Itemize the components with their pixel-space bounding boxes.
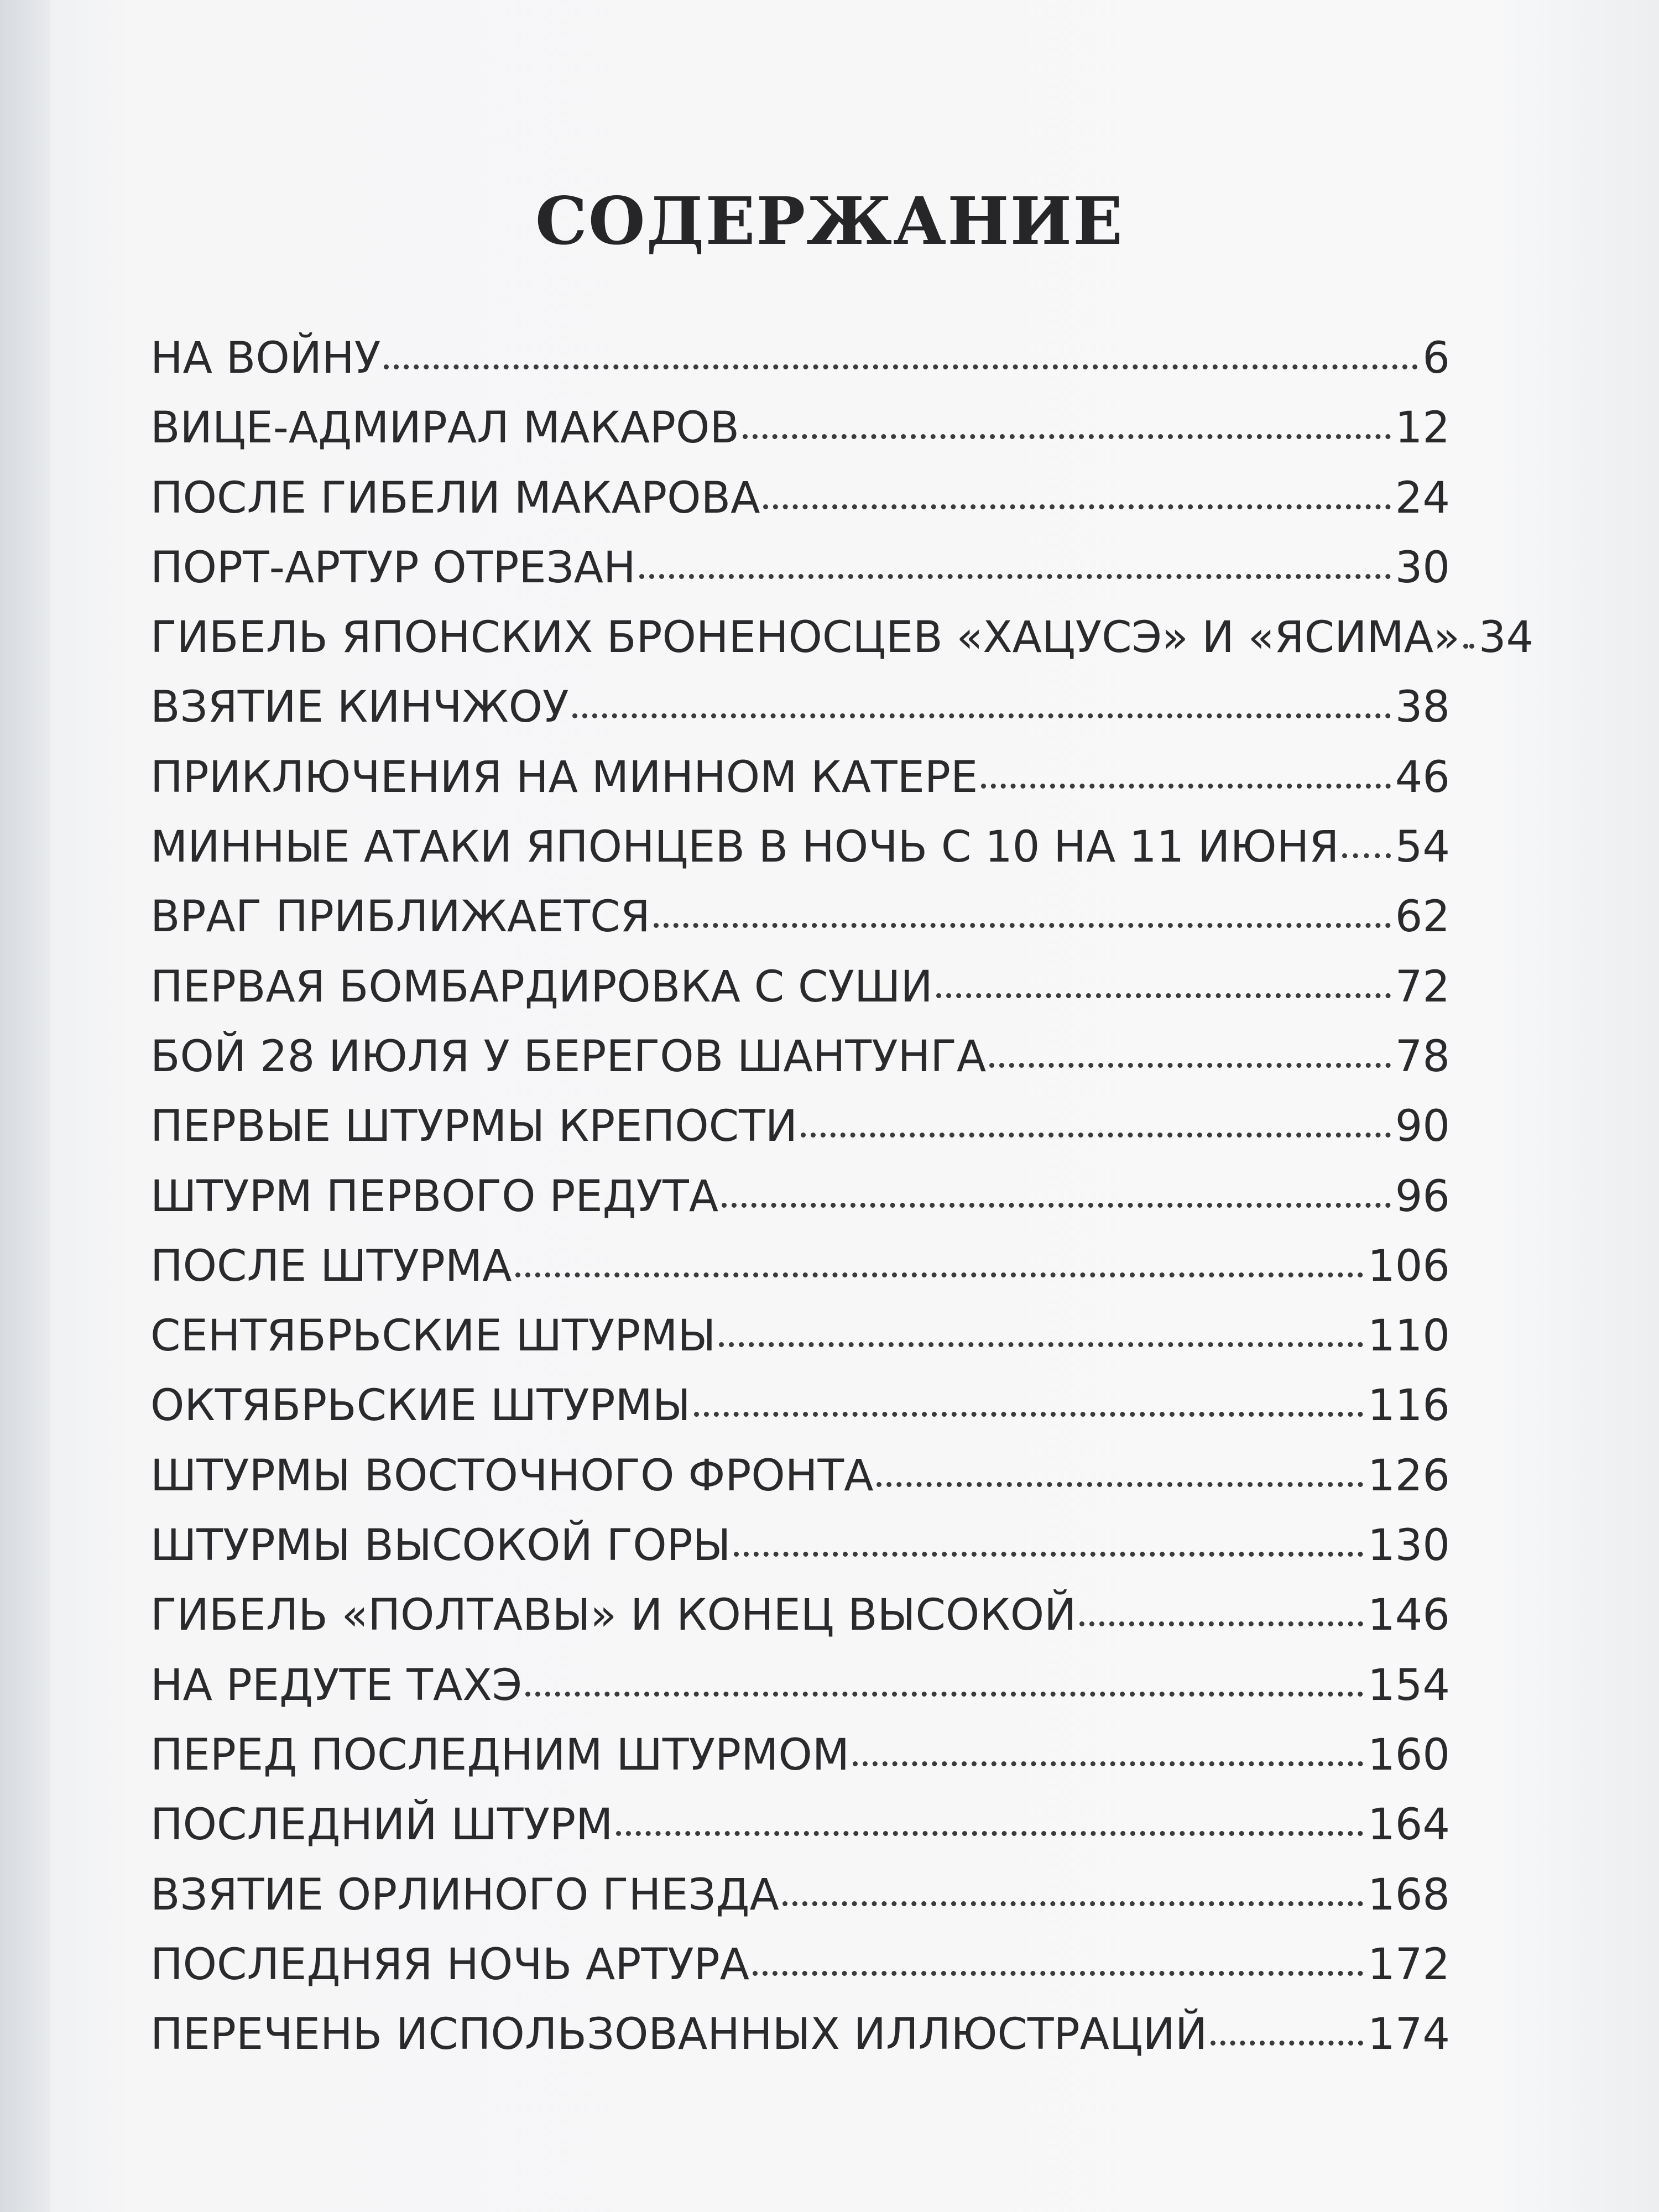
toc-entry-page-number: 90 <box>1395 1102 1450 1152</box>
toc-dot-leader <box>384 364 1418 369</box>
toc-entry-page-number: 172 <box>1368 1939 1450 1990</box>
toc-entry-title: ПЕРВЫЕ ШТУРМЫ КРЕПОСТИ <box>150 1102 798 1152</box>
toc-entry-title: ПОСЛЕ ГИБЕЛИ МАКАРОВА <box>150 473 760 523</box>
toc-entry-title: ПОСЛЕ ШТУРМА <box>150 1241 512 1291</box>
toc-entry-page-number: 34 <box>1478 613 1534 663</box>
toc-dot-leader <box>853 1761 1363 1766</box>
toc-entry <box>150 1580 1450 1650</box>
toc-entry-page-number: 154 <box>1368 1660 1450 1710</box>
toc-entry-page-number: 116 <box>1368 1381 1450 1431</box>
page-binding-edge <box>0 0 50 2212</box>
toc-entry-page-number: 78 <box>1395 1031 1450 1082</box>
toc-entry-page-number: 106 <box>1368 1241 1450 1291</box>
toc-dot-leader <box>694 1412 1363 1417</box>
toc-entry-title: ГИБЕЛЬ ЯПОНСКИХ БРОНЕНОСЦЕВ «ХАЦУСЭ» И «ЯСИМА» <box>150 613 1460 663</box>
toc-dot-leader <box>801 1133 1391 1138</box>
toc-entry-page-number: 130 <box>1368 1521 1450 1571</box>
toc-entry <box>150 812 1450 882</box>
toc-entry-page-number: 126 <box>1368 1451 1450 1501</box>
toc-entry-page-number: 72 <box>1395 962 1450 1012</box>
toc-entry-page-number: 24 <box>1395 473 1450 523</box>
toc-dot-leader <box>936 993 1391 998</box>
table-of-contents <box>150 324 1534 2069</box>
toc-dot-leader <box>743 434 1391 439</box>
toc-dot-leader <box>572 713 1391 718</box>
toc-entry-title: СЕНТЯБРЬСКИЕ ШТУРМЫ <box>150 1311 716 1361</box>
toc-entry-page-number: 164 <box>1368 1800 1450 1850</box>
toc-entry-page-number: 12 <box>1395 403 1450 453</box>
toc-entry-title: ПЕРЕД ПОСЛЕДНИМ ШТУРМОМ <box>150 1730 850 1780</box>
toc-entry <box>150 463 1450 533</box>
toc-entry-title: ГИБЕЛЬ «ПОЛТАВЫ» И КОНЕЦ ВЫСОКОЙ <box>150 1590 1077 1641</box>
toc-entry-title: ВРАГ ПРИБЛИЖАЕТСЯ <box>150 892 650 942</box>
toc-entry-title: ПОСЛЕДНИЙ ШТУРМ <box>150 1800 613 1850</box>
toc-dot-leader <box>989 1063 1391 1068</box>
toc-entry <box>150 1790 1450 1860</box>
toc-entry <box>150 952 1450 1022</box>
toc-dot-leader <box>616 1831 1363 1836</box>
toc-dot-leader <box>1342 853 1390 858</box>
toc-entry <box>150 1930 1450 2000</box>
toc-entry <box>150 324 1450 393</box>
page-title: СОДЕРЖАНИЕ <box>535 182 1124 259</box>
toc-dot-leader <box>877 1482 1363 1487</box>
toc-entry-page-number: 38 <box>1395 682 1450 733</box>
toc-entry-title: НА РЕДУТЕ ТАХЭ <box>150 1660 523 1710</box>
toc-dot-leader <box>981 784 1390 789</box>
toc-dot-leader <box>753 1971 1363 1976</box>
toc-entry <box>150 1651 1450 1720</box>
toc-entry-title: ОКТЯБРЬСКИЕ ШТУРМЫ <box>150 1381 691 1431</box>
toc-dot-leader <box>782 1901 1363 1906</box>
toc-entry <box>150 1720 1450 1790</box>
toc-entry-title: БОЙ 28 ИЮЛЯ У БЕРЕГОВ ШАНТУНГА <box>150 1031 987 1082</box>
toc-entry-title: ВЗЯТИЕ ОРЛИНОГО ГНЕЗДА <box>150 1870 779 1920</box>
toc-entry-title: ШТУРМЫ ВЫСОКОЙ ГОРЫ <box>150 1521 731 1571</box>
toc-dot-leader <box>719 1342 1363 1347</box>
toc-dot-leader <box>763 504 1390 509</box>
toc-entry <box>150 1092 1450 1161</box>
toc-entry-page-number: 62 <box>1395 892 1450 942</box>
toc-entry-page-number: 174 <box>1368 2010 1450 2060</box>
toc-entry <box>150 672 1450 742</box>
toc-dot-leader <box>1463 644 1474 649</box>
toc-entry-title: ПОСЛЕДНЯЯ НОЧЬ АРТУРА <box>150 1939 750 1990</box>
toc-entry <box>150 743 1450 812</box>
toc-entry-page-number: 110 <box>1368 1311 1450 1361</box>
toc-dot-leader <box>654 923 1391 928</box>
toc-entry <box>150 1441 1450 1511</box>
toc-entry <box>150 1162 1450 1232</box>
toc-entry <box>150 393 1450 463</box>
toc-entry-title: МИННЫЕ АТАКИ ЯПОНЦЕВ В НОЧЬ С 10 НА 11 ИЮНЯ <box>150 822 1339 873</box>
toc-dot-leader <box>525 1692 1363 1697</box>
toc-dot-leader <box>734 1552 1363 1557</box>
toc-entry-title: ПЕРЕЧЕНЬ ИСПОЛЬЗОВАННЫХ ИЛЛЮСТРАЦИЙ <box>150 2010 1208 2060</box>
toc-entry-page-number: 6 <box>1422 333 1450 383</box>
toc-entry <box>150 2000 1450 2069</box>
toc-entry <box>150 1301 1450 1371</box>
toc-dot-leader <box>515 1272 1364 1277</box>
toc-entry-page-number: 46 <box>1395 752 1450 802</box>
toc-entry-page-number: 168 <box>1368 1870 1450 1920</box>
toc-entry <box>150 533 1450 603</box>
toc-entry-title: ШТУРМ ПЕРВОГО РЕДУТА <box>150 1171 719 1222</box>
toc-dot-leader <box>1211 2041 1363 2046</box>
toc-entry <box>150 1232 1450 1301</box>
toc-entry-title: ШТУРМЫ ВОСТОЧНОГО ФРОНТА <box>150 1451 874 1501</box>
toc-entry-page-number: 54 <box>1395 822 1450 873</box>
toc-dot-leader <box>722 1203 1391 1208</box>
toc-entry-page-number: 146 <box>1368 1590 1450 1641</box>
toc-entry <box>150 603 1534 672</box>
toc-entry <box>150 1022 1450 1092</box>
toc-entry-title: НА ВОЙНУ <box>150 333 381 383</box>
toc-entry-title: ВЗЯТИЕ КИНЧЖОУ <box>150 682 569 733</box>
toc-entry-title: ВИЦЕ-АДМИРАЛ МАКАРОВ <box>150 403 739 453</box>
toc-dot-leader <box>1079 1621 1363 1626</box>
toc-entry <box>150 882 1450 952</box>
toc-entry <box>150 1371 1450 1441</box>
toc-entry-page-number: 160 <box>1368 1730 1450 1780</box>
toc-entry-title: ПЕРВАЯ БОМБАРДИРОВКА С СУШИ <box>150 962 933 1012</box>
toc-entry <box>150 1860 1450 1930</box>
toc-entry-title: ПРИКЛЮЧЕНИЯ НА МИННОМ КАТЕРЕ <box>150 752 978 802</box>
toc-entry-page-number: 30 <box>1395 542 1450 593</box>
toc-dot-leader <box>639 574 1391 579</box>
toc-entry-page-number: 96 <box>1395 1171 1450 1222</box>
toc-entry <box>150 1511 1450 1580</box>
toc-entry-title: ПОРТ-АРТУР ОТРЕЗАН <box>150 542 636 593</box>
